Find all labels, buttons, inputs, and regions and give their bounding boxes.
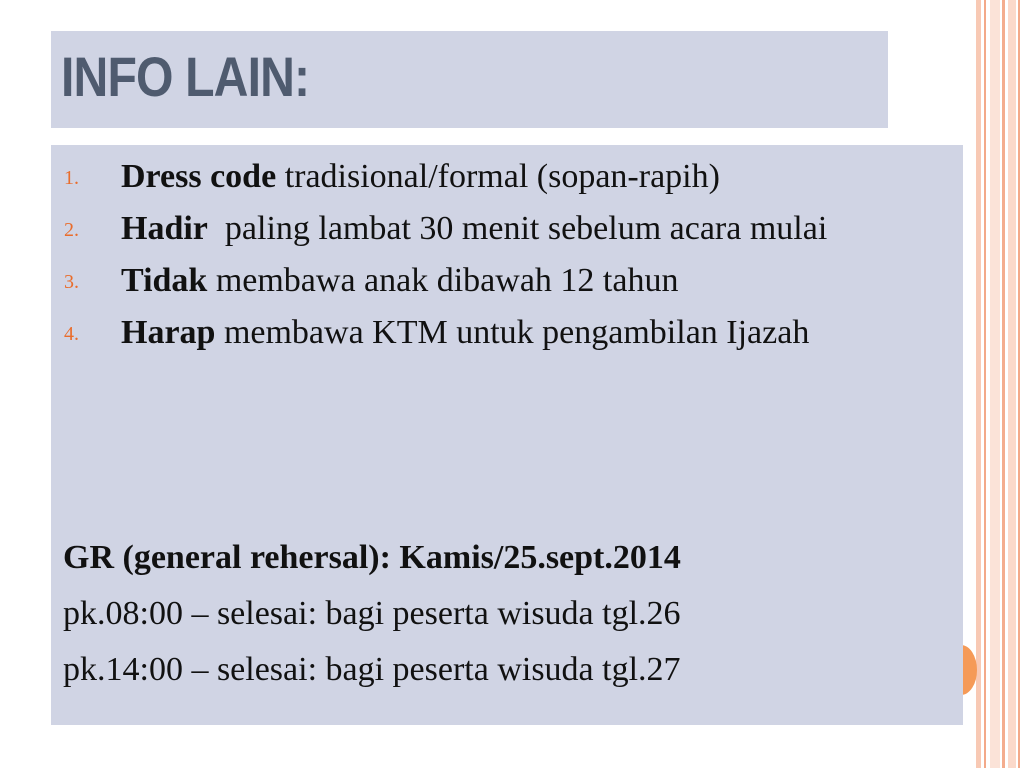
list-item-keyword: Hadir	[121, 210, 208, 247]
rehearsal-session-2: pk.14:00 – selesai: bagi peserta wisuda tgl.27	[63, 651, 681, 688]
list-item-detail: membawa KTM untuk pengambilan Ijazah	[215, 314, 810, 351]
list-item	[51, 311, 951, 355]
list-item-text	[121, 155, 951, 199]
list-number: 1.	[64, 167, 79, 189]
list-item-keyword: Harap	[121, 314, 216, 351]
list-item	[51, 207, 951, 251]
content-panel	[51, 145, 963, 725]
decorative-side-stripes	[974, 0, 1024, 768]
list-number: 3.	[64, 271, 79, 293]
list-item-detail: membawa anak dibawah 12 tahun	[207, 262, 679, 299]
list-item	[51, 155, 951, 199]
rehearsal-heading: GR (general rehersal): Kamis/25.sept.2014	[63, 539, 681, 576]
list-item-text	[121, 311, 951, 355]
list-item-keyword: Tidak	[121, 262, 208, 299]
rehearsal-info	[63, 530, 953, 698]
title-panel	[51, 31, 888, 128]
list-number: 2.	[64, 219, 79, 241]
list-item-detail: paling lambat 30 menit sebelum acara mulai	[207, 210, 828, 247]
list-number: 4.	[64, 323, 79, 345]
list-item	[51, 259, 951, 303]
list-item-text	[121, 207, 951, 251]
info-list	[51, 155, 951, 363]
slide-title: INFO LAIN:	[61, 45, 310, 108]
rehearsal-session-1: pk.08:00 – selesai: bagi peserta wisuda tgl.26	[63, 595, 681, 632]
list-item-text	[121, 259, 951, 303]
list-item-keyword: Dress code	[121, 158, 277, 195]
list-item-detail: tradisional/formal (sopan-rapih)	[276, 158, 720, 195]
